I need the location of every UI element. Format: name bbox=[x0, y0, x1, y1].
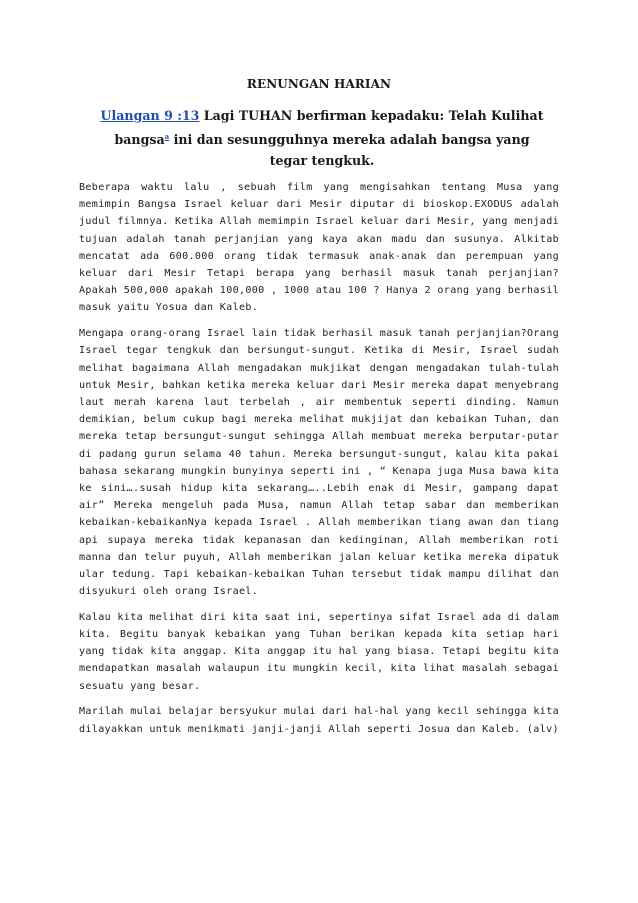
paragraph-4: Marilah mulai belajar bersyukur mulai dari hal-hal yang kecil sehingga kita dilayakkan untuk menikmati janji-janji Allah seperti Josua dan Kaleb. (alv) bbox=[79, 706, 559, 735]
footnote-mark-link[interactable]: a bbox=[164, 132, 170, 141]
paragraph-3: Kalau kita melihat diri kita saat ini, sepertinya sifat Israel ada di dalam kita. Begitu banyak kebaikan yang Tuhan berikan kepada kita setiap hari yang tidak kita anggap. Kita anggap itu hal yang biasa. Tetapi begitu kita mendapatkan masalah walaupun itu mungkin kecil, kita lihat masalah sebagai sesuatu yang besar. bbox=[79, 611, 559, 692]
verse-block bbox=[98, 105, 546, 171]
paragraph-2: Mengapa orang-orang Israel lain tidak berhasil masuk tanah perjanjian?Orang Israel tegar tengkuk dan bersungut-sungut. Ketika di Mesir, Israel sudah melihat bagaimana Allah mengadakan mukjikat dengan mengadakan tulah-tulah untuk Mesir, bahkan ketika mereka keluar dari Mesir mereka dapat menyebrang laut merah karena laut terbelah , air membentuk seperti dinding. Namun demikian, belum cukup bagi mereka melihat mukjijat dan kebaikan Tuhan, dan mereka tetap bersungut-sungut sehingga Allah membuat mereka berputar-putar di padang gurun selama 40 tahun. Mereka bersungut-sungut, kalau kita pakai bahasa sekarang mungkin bunyinya seperti ini , “ Kenapa juga Musa bawa kita ke sini….susah hidup kita sekarang…..Lebih enak di Mesir, gampang dapat air” Mereka mengeluh pada Musa, namun Allah tetap sabar dan memberikan kebaikan-kebaikanNya kepada Israel . Allah memberikan tiang awan dan tiang api supaya mereka tidak kepanasan dan kedinginan, Allah memberikan roti manna dan telur puyuh, Allah memberikan jalan keluar ketika mereka dipatuk ular tedung. Tapi kebaikan-kebaikan Tuhan tersebut tidak mampu dilihat dan disyukuri oleh orang Israel. bbox=[79, 328, 559, 598]
page-title: RENUNGAN HARIAN bbox=[246, 77, 392, 91]
body-text bbox=[79, 179, 559, 746]
verse-text-start: Lagi TUHAN berfirman kepadaku: Telah Kulihat bangsa bbox=[114, 108, 544, 148]
verse-text-end: ini dan sesungguhnya mereka adalah bangsa yang tegar tengkuk. bbox=[173, 132, 530, 169]
verse-reference-link[interactable]: Ulangan 9 :13 bbox=[100, 108, 200, 123]
paragraph-1: Beberapa waktu lalu , sebuah film yang mengisahkan tentang Musa yang memimpin Bangsa Israel keluar dari Mesir diputar di bioskop.EXODUS adalah judul filmnya. Ketika Allah memimpin Israel keluar dari Mesir, yang menjadi tujuan adalah tanah perjanjian yang kaya akan madu dan susunya. Alkitab mencatat ada 600.000 orang tidak termasuk anak-anak dan perempuan yang keluar dari Mesir Tetapi berapa yang berhasil masuk tanah perjanjian? Apakah 500,000 apakah 100,000 , 1000 atau 100 ? Hanya 2 orang yang berhasil masuk yaitu Yosua dan Kaleb. bbox=[79, 182, 559, 314]
